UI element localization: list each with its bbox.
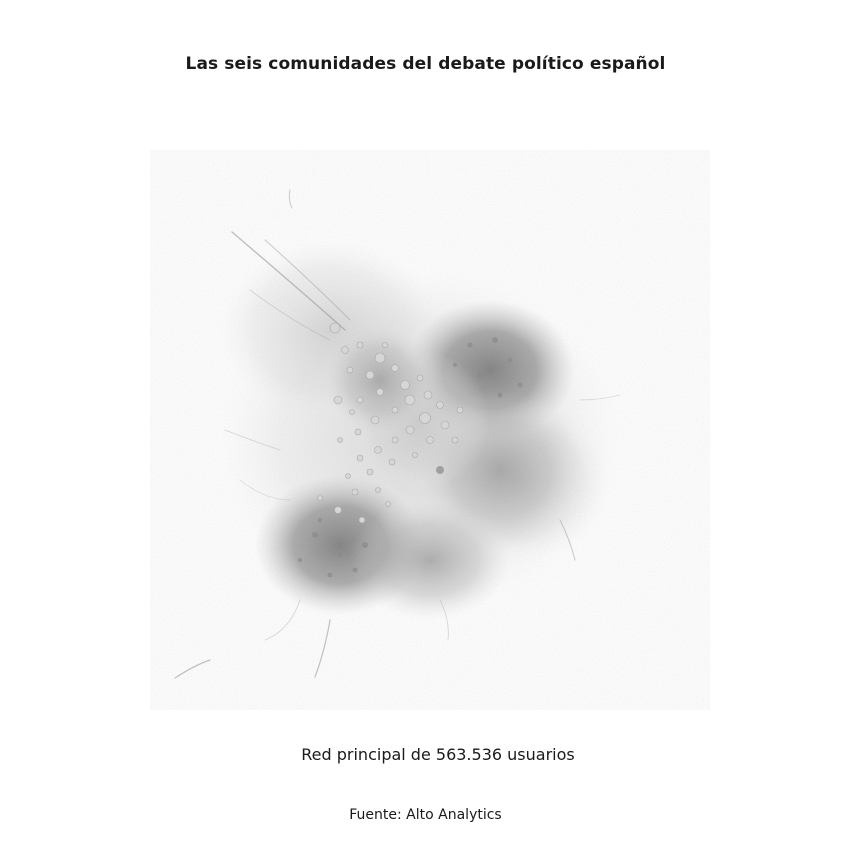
- source-note: Fuente: Alto Analytics: [349, 807, 502, 823]
- network-caption: Red principal de 563.536 usuarios: [301, 745, 575, 764]
- chart-title: Las seis comunidades del debate político español: [185, 54, 666, 74]
- network-graph: [150, 150, 710, 710]
